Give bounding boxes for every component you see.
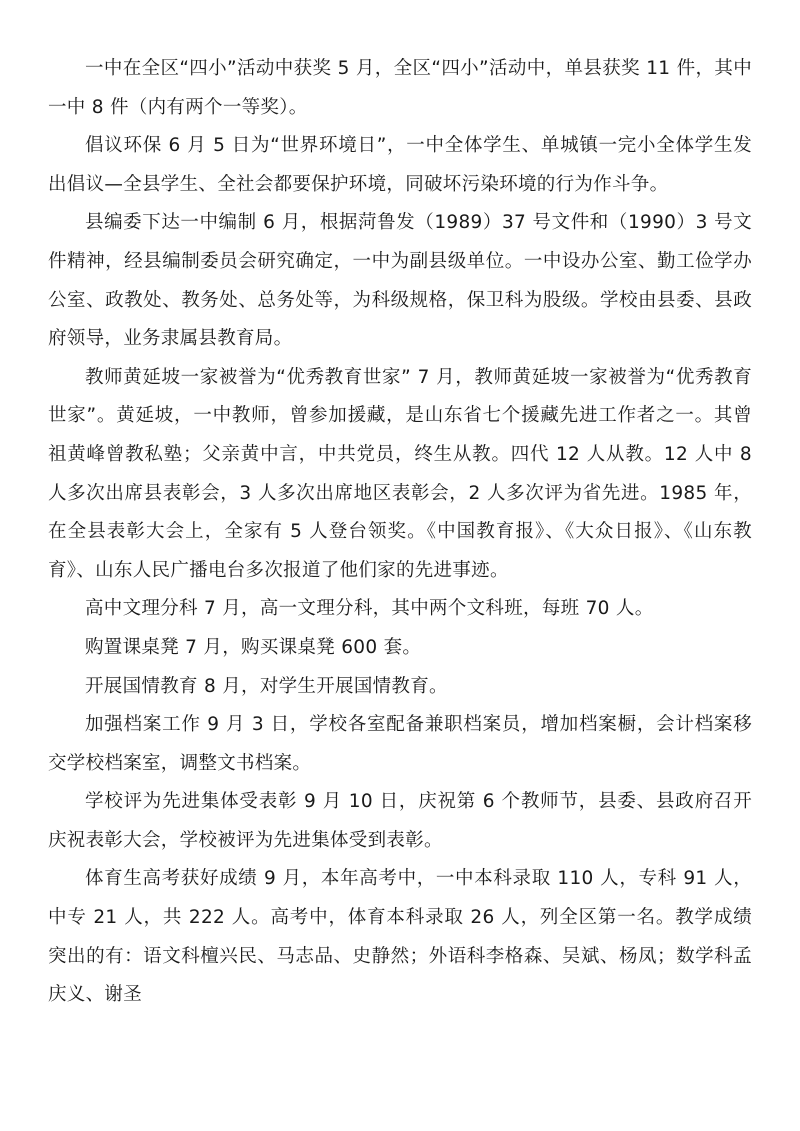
- paragraph-streaming: 高中文理分科 7 月，高一文理分科，其中两个文科班，每班 70 人。: [85, 598, 654, 620]
- paragraph-national-education: 开展国情教育 8 月，对学生开展国情教育。: [85, 675, 448, 697]
- paragraph-archives: 加强档案工作 9 月 3 日，学校各室配备兼职档案员，增加档案橱，会计档案移交学校档案室，调整文书档案。: [48, 714, 752, 774]
- paragraph-education-family: 教师黄延坡一家被誉为“优秀教育世家” 7 月，教师黄延坡一家被誉为“优秀教育世家”。黄延坡，一中教师，曾参加援藏，是山东省七个援藏先进工作者之一。其曾祖黄峰曾教私塾；父亲黄中言，中共党员，终生从教。四代 12 人从教。12 人中 8 人多次出席县表彰会，3 人多次出席地区表彰会，2 人多次评为省先进。1985 年，在全县表彰大会上，全家有 5 人登台领奖。《中国教育报》、《大众日报》、《山东教育》、山东人民广播电台多次报道了他们家的先进事迹。: [48, 366, 752, 581]
- paragraph-exam-results: 体育生高考获好成绩 9 月，本年高考中，一中本科录取 110 人，专科 91 人，中专 21 人，共 222 人。高考中，体育本科录取 26 人，列全区第一名。教学成绩突出的有：语文科檀兴民、马志品、史静然；外语科李格森、吴斌、杨凤；数学科孟庆义、谢圣: [48, 868, 752, 1006]
- paragraph-award: 一中在全区“四小”活动中获奖 5 月，全区“四小”活动中，单县获奖 11 件，其中一中 8 件（内有两个一等奖）。: [48, 58, 752, 118]
- paragraph-commendation: 学校评为先进集体受表彰 9 月 10 日，庆祝第 6 个教师节，县委、县政府召开庆祝表彰大会，学校被评为先进集体受到表彰。: [48, 791, 752, 851]
- paragraph-desks: 购置课桌凳 7 月，购买课桌凳 600 套。: [85, 636, 422, 658]
- document-page: [48, 50, 752, 1015]
- paragraph-staffing: 县编委下达一中编制 6 月，根据菏鲁发（1989）37 号文件和（1990）3 号文件精神，经县编制委员会研究确定，一中为副县级单位。一中设办公室、勤工俭学办公室、政教处、教务处、总务处等，为科级规格，保卫科为股级。学校由县委、县政府领导，业务隶属县教育局。: [48, 212, 752, 350]
- paragraph-environment: 倡议环保 6 月 5 日为“世界环境日”，一中全体学生、单城镇一完小全体学生发出倡议—全县学生、全社会都要保护环境，同破坏污染环境的行为作斗争。: [48, 135, 752, 195]
